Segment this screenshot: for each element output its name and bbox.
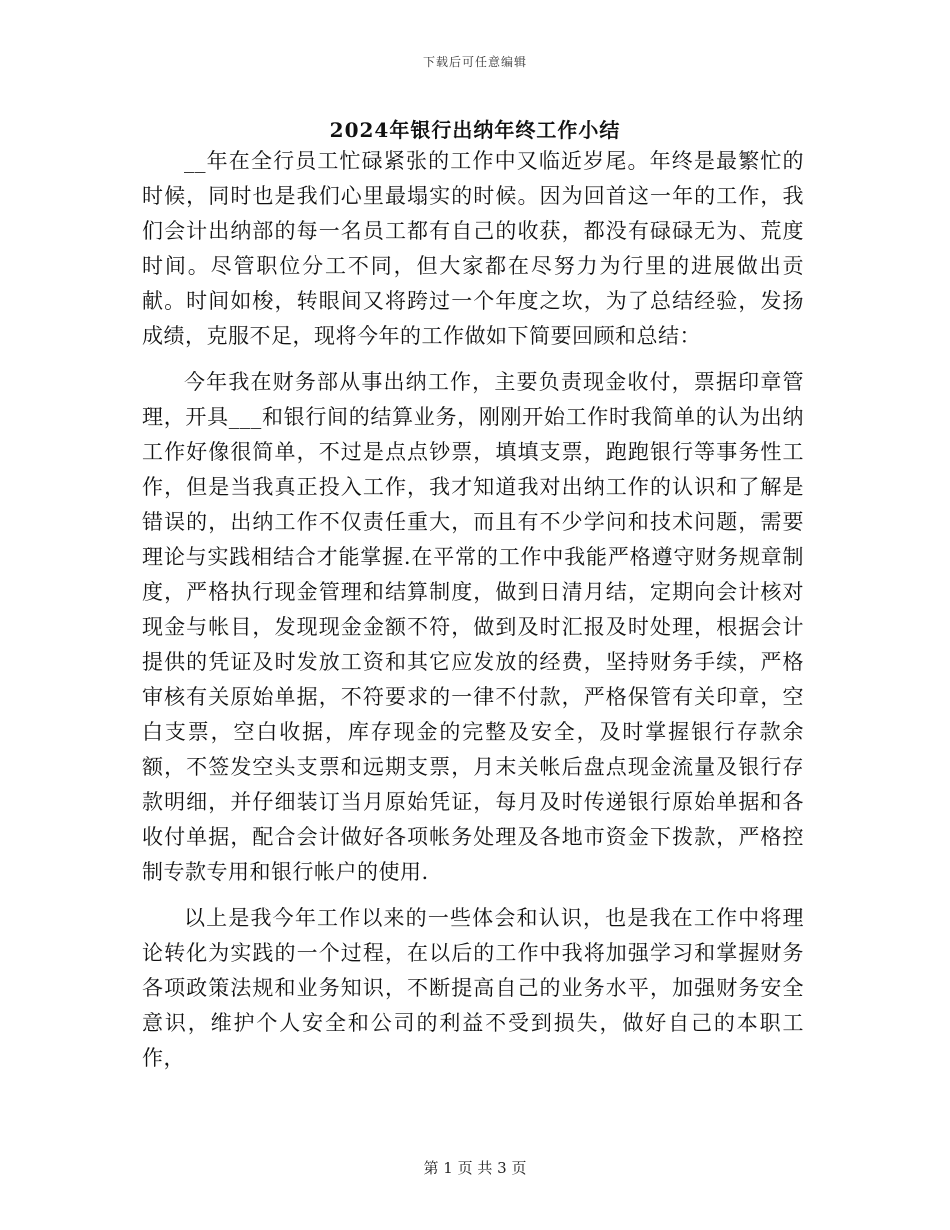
header-note: 下载后可任意编辑 bbox=[422, 55, 527, 69]
paragraph-duties: 今年我在财务部从事出纳工作，主要负责现金收付，票据印章管理，开具___和银行间的结算业务，刚刚开始工作时我简单的认为出纳工作好像很简单，不过是点点钞票，填填支票，跑跑银行等事务性工作，但是当我真正投入工作，我才知道我对出纳工作的认识和了解是错误的，出纳工作不仅责任重大，而且有不少学问和技术问题，需要理论与实践相结合才能掌握.在平常的工作中我能严格遵守财务规章制度，严格执行现金管理和结算制度，做到日清月结，定期向会计核对现金与帐目，发现现金金额不符，做到及时汇报及时处理，根据会计提供的凭证及时发放工资和其它应发放的经费，坚持财务手续，严格审核有关原始单据，不符要求的一律不付款，严格保管有关印章，空白支票，空白收据，库存现金的完整及安全，及时掌握银行存款余额，不签发空头支票和远期支票，月末关帐后盘点现金流量及银行存款明细，并仔细装订当月原始凭证，每月及时传递银行原始单据和各收付单据，配合会计做好各项帐务处理及各地市资金下拨款，严格控制专款专用和银行帐户的使用. bbox=[142, 370, 804, 884]
page-footer: 第 1 页 共 3 页 bbox=[423, 1159, 527, 1177]
paragraph-intro: __年在全行员工忙碌紧张的工作中又临近岁尾。年终是最繁忙的时候，同时也是我们心里最塌实的时候。因为回首这一年的工作，我们会计出纳部的每一名员工都有自己的收获，都没有碌碌无为、荒度时间。尽管职位分工不同，但大家都在尽努力为行里的进展做出贡献。时间如梭，转眼间又将跨过一个年度之坎，为了总结经验，发扬成绩，克服不足，现将今年的工作做如下简要回顾和总结： bbox=[142, 149, 804, 348]
document-body bbox=[142, 144, 804, 1076]
paragraph-conclusion: 以上是我今年工作以来的一些体会和认识，也是我在工作中将理论转化为实践的一个过程，在以后的工作中我将加强学习和掌握财务各项政策法规和业务知识，不断提高自己的业务水平，加强财务安全意识，维护个人安全和公司的利益不受到损失，做好自己的本职工作， bbox=[142, 906, 804, 1070]
document-title: 2024年银行出纳年终工作小结 bbox=[329, 118, 621, 142]
